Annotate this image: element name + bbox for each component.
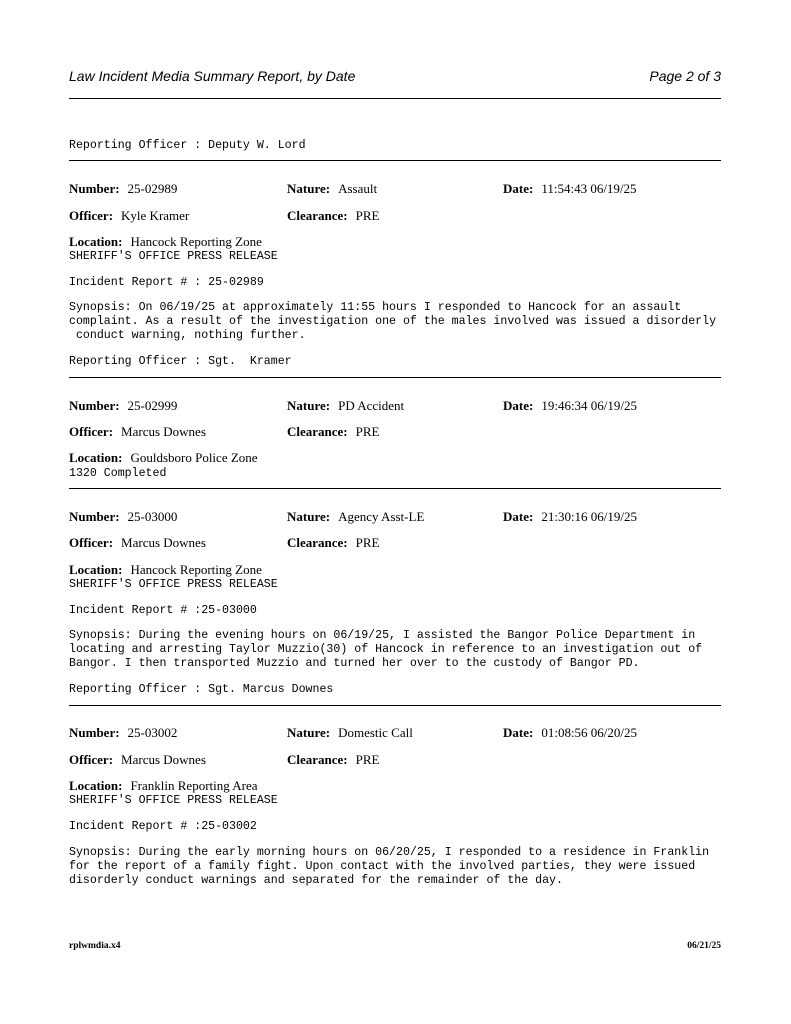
incident-nature: Nature: Agency Asst-LE <box>287 509 425 524</box>
incident-date: Date: 11:54:43 06/19/25 <box>503 181 637 196</box>
incident-clearance: Clearance: PRE <box>287 208 380 223</box>
incident-report-number: Incident Report # :25-03000 <box>69 604 257 617</box>
incident-location: Location: Franklin Reporting Area <box>69 778 258 793</box>
incident-number: Number: 25-02999 <box>69 398 178 413</box>
incident-reporting-officer: Reporting Officer : Sgt. Marcus Downes <box>69 683 334 696</box>
incident-officer: Officer: Marcus Downes <box>69 752 206 767</box>
incident-clearance: Clearance: PRE <box>287 535 380 550</box>
incident-synopsis: Synopsis: During the evening hours on 06/19/25, I assisted the Bangor Police Department in locating and arresting Taylor Muzzio(30) of Hancock in reference to an investigation out of Bangor. I then transported Muzzio and turned her over to the custody of Bangor PD. <box>69 629 703 670</box>
incident-date: Date: 01:08:56 06/20/25 <box>503 725 638 740</box>
incident-number: Number: 25-03002 <box>69 725 178 740</box>
incident-note: SHERIFF'S OFFICE PRESS RELEASE <box>69 794 278 807</box>
incident-nature: Nature: Domestic Call <box>287 725 413 740</box>
incident-note: 1320 Completed <box>69 467 167 480</box>
footer-report-code: rplwmdia.x4 <box>69 941 121 951</box>
incident-report-number: Incident Report # : 25-02989 <box>69 276 264 289</box>
incident-number: Number: 25-02989 <box>69 181 178 196</box>
incident-officer: Officer: Kyle Kramer <box>69 208 190 223</box>
section-divider <box>69 488 721 489</box>
footer-print-date: 06/21/25 <box>687 941 721 951</box>
incident-report-number: Incident Report # :25-03002 <box>69 820 257 833</box>
incident-note: SHERIFF'S OFFICE PRESS RELEASE <box>69 578 278 591</box>
incident-clearance: Clearance: PRE <box>287 752 380 767</box>
incident-reporting-officer: Reporting Officer : Sgt. Kramer <box>69 355 292 368</box>
page-number: Page 2 of 3 <box>649 68 721 84</box>
incident-location: Location: Hancock Reporting Zone <box>69 562 262 577</box>
incident-officer: Officer: Marcus Downes <box>69 535 206 550</box>
section-divider <box>69 377 721 378</box>
incident-number: Number: 25-03000 <box>69 509 178 524</box>
reporting-officer-line: Reporting Officer : Deputy W. Lord <box>69 139 306 152</box>
incident-location: Location: Gouldsboro Police Zone <box>69 450 258 465</box>
incident-synopsis: Synopsis: On 06/19/25 at approximately 11:55 hours I responded to Hancock for an assault complaint. As a result of the investigation one of the males involved was issued a disorderly conduct warning, nothing further. <box>69 301 717 342</box>
header-divider <box>69 98 721 99</box>
incident-date: Date: 21:30:16 06/19/25 <box>503 509 638 524</box>
incident-clearance: Clearance: PRE <box>287 424 380 439</box>
incident-date: Date: 19:46:34 06/19/25 <box>503 398 638 413</box>
section-divider <box>69 705 721 706</box>
page-header <box>69 66 721 88</box>
section-divider <box>69 160 721 161</box>
report-title: Law Incident Media Summary Report, by Date <box>69 68 356 84</box>
incident-nature: Nature: PD Accident <box>287 398 405 413</box>
incident-officer: Officer: Marcus Downes <box>69 424 206 439</box>
incident-note: SHERIFF'S OFFICE PRESS RELEASE <box>69 250 278 263</box>
incident-nature: Nature: Assault <box>287 181 378 196</box>
incident-synopsis: Synopsis: During the early morning hours on 06/20/25, I responded to a residence in Franklin for the report of a family fight. Upon contact with the involved parties, they were issued disorderly conduct warnings and separated for the remainder of the day. <box>69 846 710 887</box>
incident-location: Location: Hancock Reporting Zone <box>69 234 262 249</box>
